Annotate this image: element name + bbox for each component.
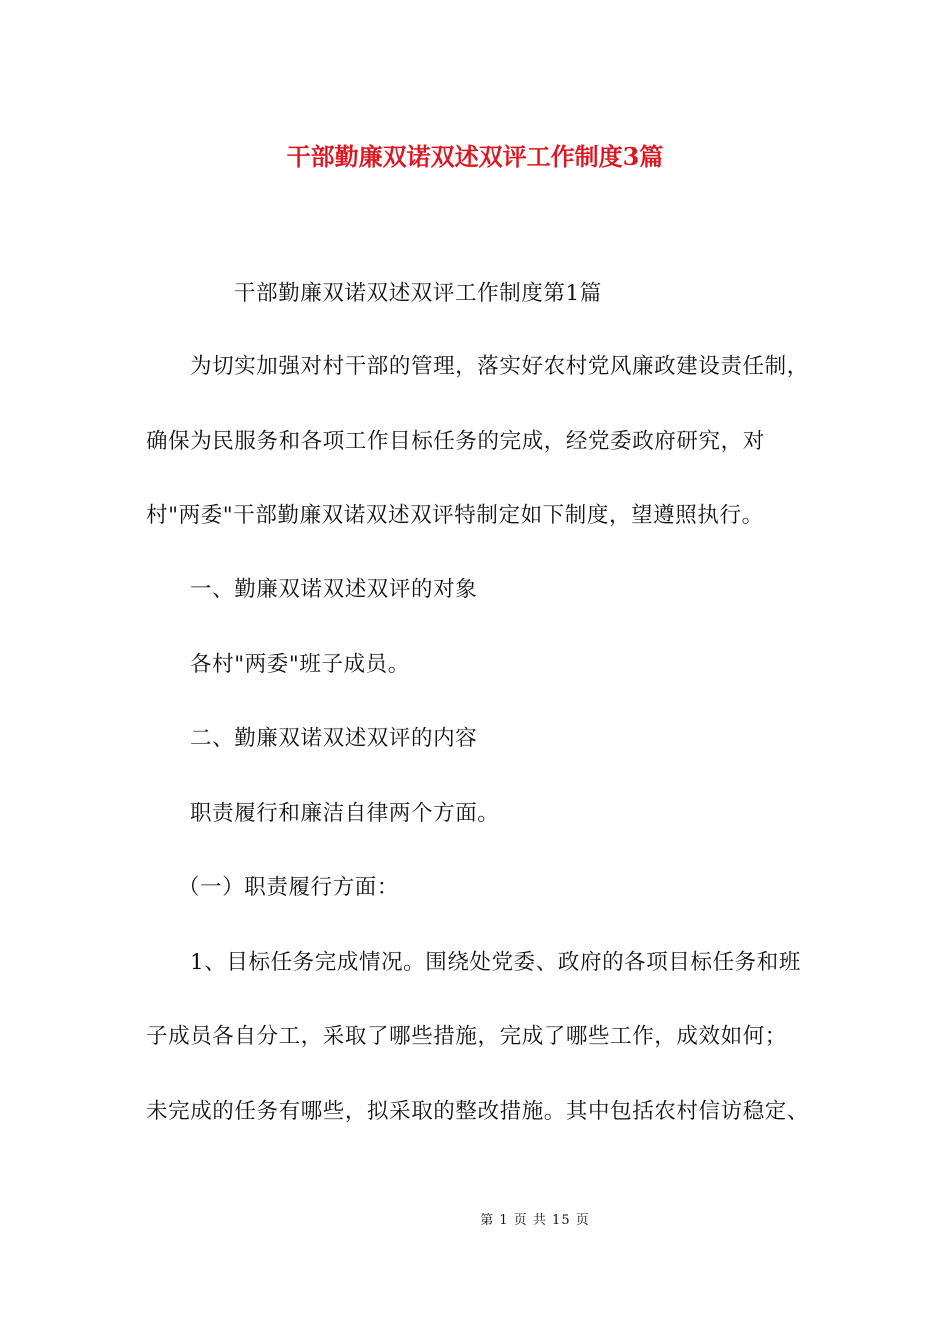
paragraph-line: 子成员各自分工，采取了哪些措施，完成了哪些工作，成效如何； bbox=[146, 1024, 787, 1049]
paragraph-line: 村"两委"干部勤廉双诺双述双评特制定如下制度，望遵照执行。 bbox=[146, 503, 764, 528]
paragraph-line: 未完成的任务有哪些，拟采取的整改措施。其中包括农村信访稳定、 bbox=[146, 1099, 810, 1124]
section-heading: 二、勤廉双诺双述双评的内容 bbox=[190, 726, 478, 751]
paragraph-line: 为切实加强对村干部的管理，落实好农村党风廉政建设责任制， bbox=[190, 354, 809, 379]
subsection-heading: （一）职责履行方面： bbox=[178, 875, 400, 900]
section-heading: 一、勤廉双诺双述双评的对象 bbox=[190, 577, 478, 602]
paragraph-line: 确保为民服务和各项工作目标任务的完成，经党委政府研究，对 bbox=[146, 429, 765, 454]
page-footer: 第 1 页 共 15 页 bbox=[480, 1213, 590, 1228]
paragraph-line: 职责履行和廉洁自律两个方面。 bbox=[190, 801, 500, 826]
document-title: 干部勤廉双诺双述双评工作制度3篇 bbox=[286, 142, 664, 171]
paragraph-line: 1、目标任务完成情况。围绕处党委、政府的各项目标任务和班 bbox=[190, 950, 801, 975]
paragraph-line: 各村"两委"班子成员。 bbox=[190, 652, 410, 677]
section-subtitle: 干部勤廉双诺双述双评工作制度第1篇 bbox=[234, 281, 602, 306]
